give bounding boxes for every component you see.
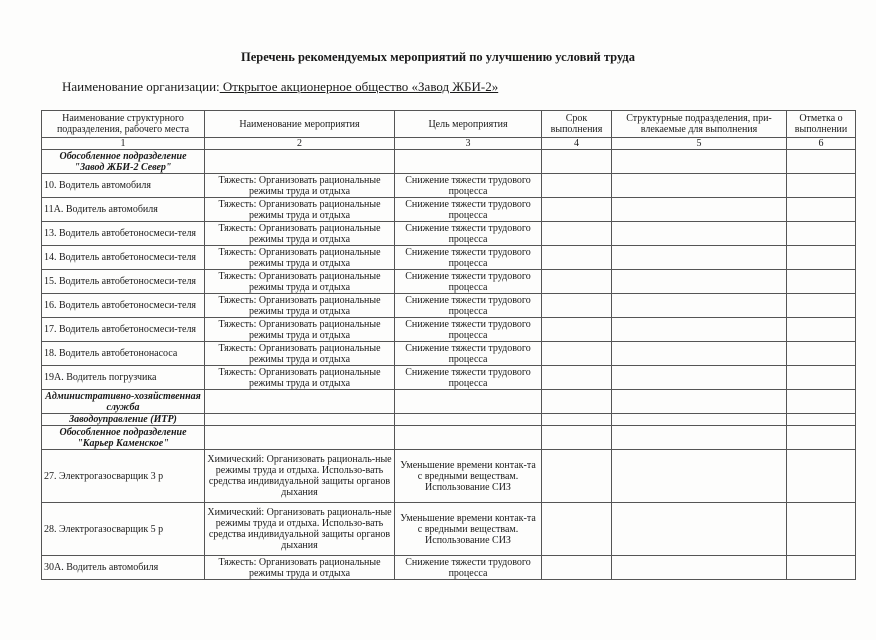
completion-mark-cell xyxy=(787,222,856,246)
empty-cell xyxy=(787,150,856,174)
column-number: 3 xyxy=(395,138,542,150)
completion-mark-cell xyxy=(787,270,856,294)
goal-text: Снижение тяжести трудового процесса xyxy=(395,318,542,342)
empty-cell xyxy=(205,150,395,174)
workplace-name: 14. Водитель автобетоносмеси-теля xyxy=(42,246,205,270)
column-number: 6 xyxy=(787,138,856,150)
table-row xyxy=(42,246,856,270)
empty-cell xyxy=(395,150,542,174)
empty-cell xyxy=(612,426,787,450)
measure-text: Тяжесть: Организовать рациональные режимы труда и отдыха xyxy=(205,174,395,198)
empty-cell xyxy=(395,426,542,450)
empty-cell xyxy=(542,150,612,174)
measure-text: Тяжесть: Организовать рациональные режимы труда и отдыха xyxy=(205,246,395,270)
workplace-name: 16. Водитель автобетоносмеси-теля xyxy=(42,294,205,318)
completion-mark-cell xyxy=(787,556,856,580)
departments-cell xyxy=(612,556,787,580)
completion-mark-cell xyxy=(787,294,856,318)
header-cell: Цель мероприятия xyxy=(395,111,542,138)
measure-text: Тяжесть: Организовать рациональные режимы труда и отдыха xyxy=(205,366,395,390)
empty-cell xyxy=(787,390,856,414)
departments-cell xyxy=(612,174,787,198)
goal-text: Снижение тяжести трудового процесса xyxy=(395,198,542,222)
header-row xyxy=(42,111,856,138)
completion-mark-cell xyxy=(787,246,856,270)
table-row xyxy=(42,342,856,366)
completion-mark-cell xyxy=(787,174,856,198)
measure-text: Тяжесть: Организовать рациональные режимы труда и отдыха xyxy=(205,556,395,580)
section-title: Административно-хозяйственная служба xyxy=(42,390,205,414)
departments-cell xyxy=(612,342,787,366)
measure-text: Тяжесть: Организовать рациональные режимы труда и отдыха xyxy=(205,294,395,318)
table-row xyxy=(42,503,856,556)
section-title: Обособленное подразделение "Карьер Каменское" xyxy=(42,426,205,450)
empty-cell xyxy=(612,414,787,426)
table-row xyxy=(42,450,856,503)
workplace-name: 28. Электрогазосварщик 5 р xyxy=(42,503,205,556)
table-row xyxy=(42,318,856,342)
workplace-name: 10. Водитель автомобиля xyxy=(42,174,205,198)
empty-cell xyxy=(787,414,856,426)
deadline-cell xyxy=(542,366,612,390)
goal-text: Уменьшение времени контак-та с вредными веществам. Использование СИЗ xyxy=(395,503,542,556)
header-cell: Отметка о выполнении xyxy=(787,111,856,138)
measure-text: Тяжесть: Организовать рациональные режимы труда и отдыха xyxy=(205,318,395,342)
measure-text: Тяжесть: Организовать рациональные режимы труда и отдыха xyxy=(205,198,395,222)
section-row xyxy=(42,150,856,174)
goal-text: Уменьшение времени контак-та с вредными веществам. Использование СИЗ xyxy=(395,450,542,503)
departments-cell xyxy=(612,222,787,246)
empty-cell xyxy=(205,426,395,450)
departments-cell xyxy=(612,318,787,342)
column-number: 5 xyxy=(612,138,787,150)
workplace-name: 11А. Водитель автомобиля xyxy=(42,198,205,222)
workplace-name: 30А. Водитель автомобиля xyxy=(42,556,205,580)
table-row xyxy=(42,366,856,390)
workplace-name: 27. Электрогазосварщик 3 р xyxy=(42,450,205,503)
goal-text: Снижение тяжести трудового процесса xyxy=(395,556,542,580)
empty-cell xyxy=(395,414,542,426)
deadline-cell xyxy=(542,342,612,366)
table-body xyxy=(42,150,856,580)
deadline-cell xyxy=(542,294,612,318)
header-cell: Структурные подразделения, при-влекаемые для выполнения xyxy=(612,111,787,138)
section-title: Обособленное подразделение "Завод ЖБИ-2 Север" xyxy=(42,150,205,174)
measure-text: Химический: Организовать рациональ-ные режимы труда и отдыха. Использо-вать средства индивидуальной защиты органов дыхания xyxy=(205,450,395,503)
completion-mark-cell xyxy=(787,450,856,503)
deadline-cell xyxy=(542,222,612,246)
deadline-cell xyxy=(542,270,612,294)
table-row xyxy=(42,294,856,318)
goal-text: Снижение тяжести трудового процесса xyxy=(395,270,542,294)
empty-cell xyxy=(612,150,787,174)
deadline-cell xyxy=(542,503,612,556)
empty-cell xyxy=(205,414,395,426)
completion-mark-cell xyxy=(787,198,856,222)
departments-cell xyxy=(612,503,787,556)
empty-cell xyxy=(395,390,542,414)
deadline-cell xyxy=(542,246,612,270)
departments-cell xyxy=(612,366,787,390)
section-row xyxy=(42,414,856,426)
departments-cell xyxy=(612,294,787,318)
workplace-name: 19А. Водитель погрузчика xyxy=(42,366,205,390)
deadline-cell xyxy=(542,174,612,198)
organization-label: Наименование организации: xyxy=(62,79,220,94)
goal-text: Снижение тяжести трудового процесса xyxy=(395,222,542,246)
completion-mark-cell xyxy=(787,366,856,390)
section-title: Заводоуправление (ИТР) xyxy=(42,414,205,426)
measure-text: Химический: Организовать рациональ-ные режимы труда и отдыха. Использо-вать средства индивидуальной защиты органов дыхания xyxy=(205,503,395,556)
header-cell: Срок выполнения xyxy=(542,111,612,138)
workplace-name: 15. Водитель автобетоносмеси-теля xyxy=(42,270,205,294)
table-row xyxy=(42,556,856,580)
empty-cell xyxy=(542,426,612,450)
departments-cell xyxy=(612,198,787,222)
empty-cell xyxy=(205,390,395,414)
table-row xyxy=(42,174,856,198)
header-cell: Наименование мероприятия xyxy=(205,111,395,138)
completion-mark-cell xyxy=(787,318,856,342)
column-number: 2 xyxy=(205,138,395,150)
deadline-cell xyxy=(542,198,612,222)
column-number-row xyxy=(42,138,856,150)
measures-table xyxy=(41,110,856,580)
departments-cell xyxy=(612,246,787,270)
measure-text: Тяжесть: Организовать рациональные режимы труда и отдыха xyxy=(205,342,395,366)
measure-text: Тяжесть: Организовать рациональные режимы труда и отдыха xyxy=(205,270,395,294)
workplace-name: 13. Водитель автобетоносмеси-теля xyxy=(42,222,205,246)
empty-cell xyxy=(612,390,787,414)
page-title: Перечень рекомендуемых мероприятий по улучшению условий труда xyxy=(240,50,636,64)
workplace-name: 17. Водитель автобетоносмеси-теля xyxy=(42,318,205,342)
goal-text: Снижение тяжести трудового процесса xyxy=(395,342,542,366)
header-cell: Наименование структурного подразделения, рабочего места xyxy=(42,111,205,138)
goal-text: Снижение тяжести трудового процесса xyxy=(395,294,542,318)
deadline-cell xyxy=(542,556,612,580)
goal-text: Снижение тяжести трудового процесса xyxy=(395,174,542,198)
column-number: 1 xyxy=(42,138,205,150)
empty-cell xyxy=(787,426,856,450)
table-row xyxy=(42,222,856,246)
completion-mark-cell xyxy=(787,342,856,366)
goal-text: Снижение тяжести трудового процесса xyxy=(395,366,542,390)
workplace-name: 18. Водитель автобетононасоса xyxy=(42,342,205,366)
organization-line xyxy=(62,79,498,95)
departments-cell xyxy=(612,270,787,294)
section-row xyxy=(42,390,856,414)
deadline-cell xyxy=(542,450,612,503)
goal-text: Снижение тяжести трудового процесса xyxy=(395,246,542,270)
table-row xyxy=(42,198,856,222)
deadline-cell xyxy=(542,318,612,342)
departments-cell xyxy=(612,450,787,503)
measure-text: Тяжесть: Организовать рациональные режимы труда и отдыха xyxy=(205,222,395,246)
empty-cell xyxy=(542,414,612,426)
section-row xyxy=(42,426,856,450)
organization-value: Открытое акционерное общество «Завод ЖБИ-2» xyxy=(219,79,499,94)
table-row xyxy=(42,270,856,294)
empty-cell xyxy=(542,390,612,414)
column-number: 4 xyxy=(542,138,612,150)
completion-mark-cell xyxy=(787,503,856,556)
